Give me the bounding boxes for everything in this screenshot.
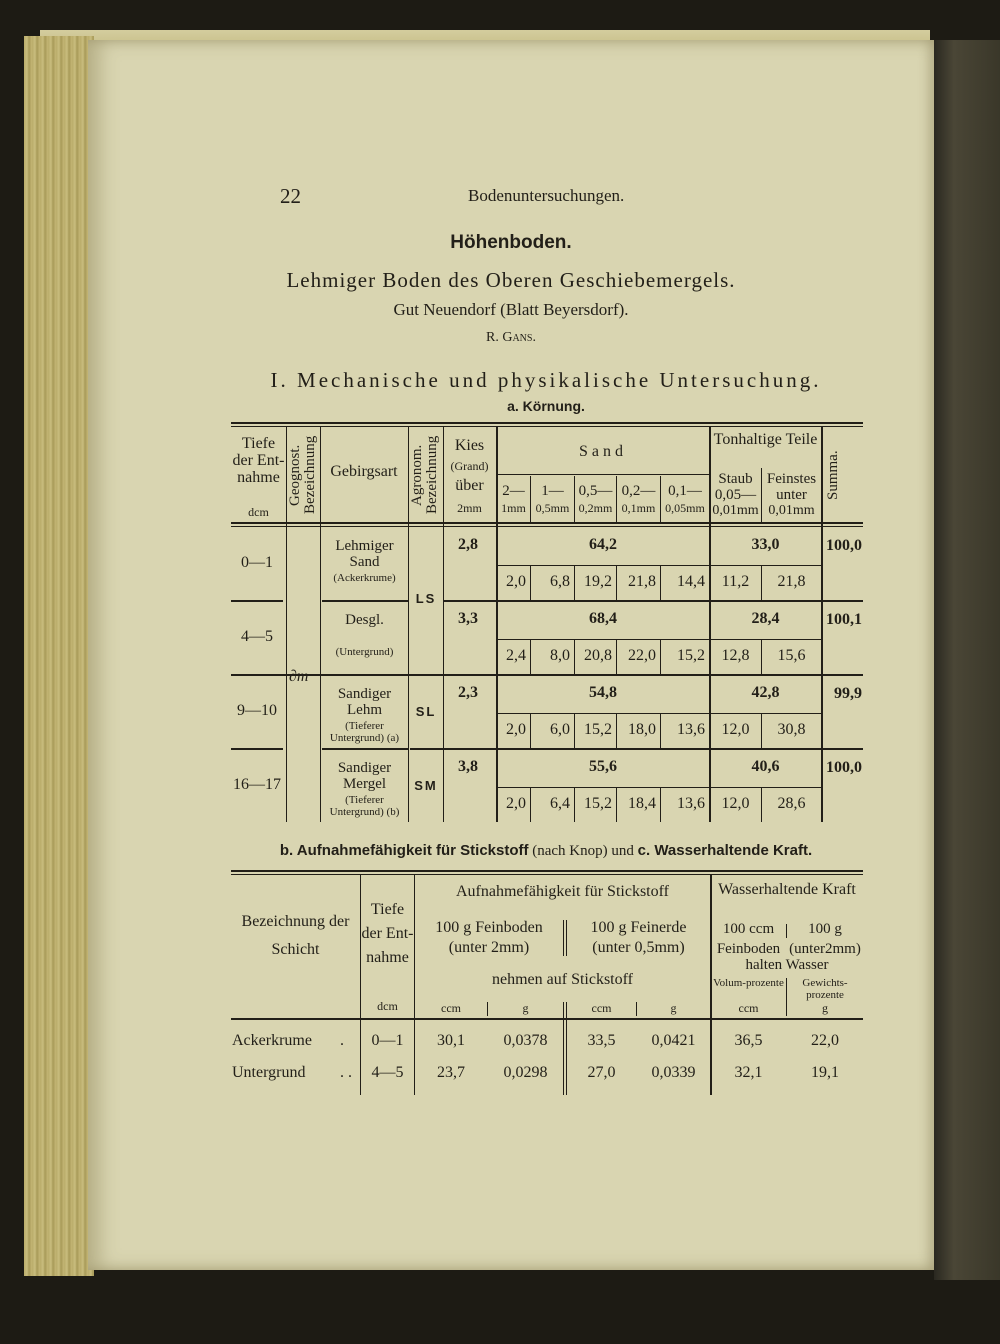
- cell-gebirgsart-sub: (Ackerkrume): [333, 572, 396, 584]
- header-summa: Summa.: [825, 450, 841, 500]
- cell-sand: 15,2: [584, 721, 612, 738]
- cell-sand: 14,4: [677, 573, 705, 590]
- cell-divider: [761, 788, 762, 822]
- heading: Höhenboden.: [450, 232, 572, 253]
- cell-feinstes: 30,8: [777, 721, 806, 738]
- header-w1b: Feinboden: [716, 941, 781, 957]
- row-value: 32,1: [734, 1064, 763, 1081]
- cell-divider: [530, 640, 531, 674]
- sand-col-header: 2—: [502, 483, 525, 499]
- cell-gebirgsart: Sandiger Mergel: [337, 760, 392, 792]
- header-tiefe-b-unit: dcm: [377, 999, 398, 1013]
- cell-sand: 6,4: [550, 795, 570, 812]
- header-feinerde: 100 g Feinerde: [590, 919, 687, 936]
- cell-feinstes: 15,6: [777, 647, 806, 664]
- cell-divider: [574, 640, 575, 674]
- page-stack-edge: [24, 36, 94, 1276]
- cell-sand: 2,0: [506, 721, 526, 738]
- cell-agronom: LS: [415, 591, 437, 606]
- cell-agronom: SM: [414, 778, 438, 793]
- cell-feinstes: 21,8: [777, 573, 806, 590]
- header-geognost: Geognost. Bezeichnung: [287, 435, 318, 515]
- cell-sand: 13,6: [677, 795, 705, 812]
- cell-sand: 8,0: [550, 647, 570, 664]
- header-w2: 100 g: [808, 921, 842, 937]
- cell-tiefe: 9—10: [237, 702, 277, 719]
- subsection-bc: [158, 842, 934, 860]
- unit-label: g: [822, 1001, 828, 1015]
- unit-label: g: [670, 1001, 677, 1015]
- row-tiefe: 0—1: [371, 1032, 404, 1049]
- cell-gebirgsart: Sandiger Lehm: [337, 686, 392, 718]
- cell-divider: [574, 788, 575, 822]
- row-dots: .: [340, 1032, 344, 1049]
- cell-sand: 13,6: [677, 721, 705, 738]
- cell-sand-total: 64,2: [589, 536, 617, 553]
- cell-kies: 3,8: [458, 758, 478, 775]
- cell-divider: [660, 788, 661, 822]
- cell-staub: 11,2: [721, 573, 750, 590]
- subsection-b-note: (nach Knop) und: [532, 843, 634, 859]
- header-bezeichnung: Bezeichnung der Schicht: [241, 913, 350, 958]
- subsection-c-label: c. Wasserhaltende Kraft.: [637, 842, 813, 859]
- header-tiefe-b: Tiefe der Ent-nahme: [361, 901, 414, 966]
- cell-sand: 21,8: [628, 573, 656, 590]
- header-staub-unit: 0,01mm: [712, 503, 759, 518]
- cell-gebirgsart-sub: (Untergrund): [335, 646, 394, 658]
- cell-divider: [616, 714, 617, 748]
- header-tiefe-unit: dcm: [248, 505, 269, 519]
- sand-col-header: 0,1—: [668, 483, 702, 499]
- cell-agronom: SL: [415, 704, 437, 719]
- row-tiefe: 4—5: [371, 1064, 404, 1081]
- cell-summa: 100,0: [826, 759, 862, 776]
- header-feinboden: 100 g Feinboden: [435, 919, 543, 936]
- cell-sand: 6,8: [550, 573, 570, 590]
- cell-divider: [660, 566, 661, 600]
- cell-sand-total: 54,8: [589, 684, 617, 701]
- header-feinstes: Feinstes: [766, 471, 817, 487]
- header-staub-range: 0,05—: [714, 487, 757, 503]
- cell-ton-total: 28,4: [751, 610, 780, 627]
- cell-divider: [616, 788, 617, 822]
- header-nehmen: nehmen auf Stickstoff: [491, 971, 633, 988]
- cell-divider: [616, 640, 617, 674]
- cell-divider: [761, 714, 762, 748]
- header-feinstes-unter: unter: [776, 487, 807, 503]
- cell-kies: 2,3: [458, 684, 478, 701]
- cell-divider: [574, 714, 575, 748]
- cell-divider: [761, 566, 762, 600]
- header-feinstes-unit: 0,01mm: [768, 503, 815, 518]
- sand-col-unit: 0,5mm: [535, 501, 570, 515]
- sand-col-unit: 0,1mm: [621, 501, 656, 515]
- cell-sand-total: 55,6: [589, 758, 617, 775]
- cell-sand: 20,8: [584, 647, 612, 664]
- sand-col-unit: 0,05mm: [665, 501, 705, 515]
- header-kies-unit: 2mm: [457, 501, 482, 515]
- unit-label: ccm: [738, 1001, 759, 1015]
- header-halten: halten Wasser: [745, 957, 829, 973]
- header-agronom: Agronom. Bezeichnung: [409, 435, 440, 515]
- header-gebirgsart: Gebirgsart: [330, 463, 398, 480]
- row-value: 33,5: [587, 1032, 616, 1049]
- cell-gebirgsart-sub: (Tieferer Untergrund) (b): [329, 794, 400, 818]
- cell-staub: 12,0: [721, 721, 750, 738]
- cell-sand: 2,0: [506, 795, 526, 812]
- section-title: I. Mechanische und physikalische Untersuchung.: [270, 368, 822, 392]
- subtitle-1: Lehmiger Boden des Oberen Geschiebemergels.: [286, 268, 736, 292]
- cell-divider: [660, 714, 661, 748]
- header-tonhaltige: Tonhaltige Teile: [713, 431, 818, 448]
- book-page: [88, 40, 934, 1270]
- sand-col-header: 0,2—: [621, 483, 656, 499]
- row-name: Untergrund: [232, 1064, 306, 1081]
- sand-col-unit: 0,2mm: [578, 501, 613, 515]
- header-aufnahme: Aufnahmefähigkeit für Stickstoff: [456, 883, 669, 900]
- unit-label: g: [522, 1001, 529, 1015]
- running-head: Bodenuntersuchungen.: [468, 186, 625, 205]
- header-feinerde-sub: (unter 0,5mm): [592, 939, 685, 956]
- geognost-value: ∂m: [289, 668, 309, 685]
- cell-sand: 18,4: [628, 795, 656, 812]
- row-value: 22,0: [811, 1032, 839, 1049]
- cell-divider: [530, 788, 531, 822]
- row-value: 0,0339: [651, 1064, 696, 1081]
- cell-gebirgsart: Desgl.: [345, 612, 384, 628]
- header-kies-sub: (Grand): [450, 459, 489, 473]
- row-value: 36,5: [734, 1032, 763, 1049]
- subsection-b-label: b. Aufnahmefähigkeit für Stickstoff: [279, 842, 529, 859]
- header-staub: Staub: [718, 471, 753, 487]
- cell-summa: 99,9: [834, 685, 862, 702]
- header-w1: 100 ccm: [722, 921, 775, 937]
- cell-tiefe: 4—5: [241, 628, 273, 645]
- header-wasser: Wasserhaltende Kraft: [718, 881, 856, 898]
- author: R. Gans.: [486, 330, 536, 345]
- cell-ton-total: 33,0: [751, 536, 780, 553]
- row-value: 0,0378: [503, 1032, 548, 1049]
- unit-label: ccm: [591, 1001, 612, 1015]
- cell-summa: 100,0: [826, 537, 862, 554]
- row-value: 19,1: [811, 1064, 839, 1081]
- header-gewicht: Gewichts-prozente: [802, 977, 848, 1001]
- subsection-a: a. Körnung.: [507, 398, 585, 414]
- cell-gebirgsart: Lehmiger Sand: [335, 538, 394, 570]
- row-value: 23,7: [437, 1064, 465, 1081]
- cell-sand-total: 68,4: [589, 610, 617, 627]
- cell-sand: 6,0: [550, 721, 570, 738]
- header-kies: Kies: [454, 437, 485, 454]
- cell-sand: 19,2: [584, 573, 612, 590]
- row-dots: . .: [340, 1064, 352, 1081]
- cell-divider: [761, 640, 762, 674]
- cell-tiefe: 16—17: [233, 776, 281, 793]
- cell-feinstes: 28,6: [777, 795, 806, 812]
- cell-sand: 15,2: [677, 647, 705, 664]
- cell-staub: 12,8: [721, 647, 750, 664]
- header-volum: Volum-prozente: [713, 977, 784, 989]
- cell-divider: [530, 566, 531, 600]
- cell-divider: [530, 714, 531, 748]
- cell-kies: 2,8: [458, 536, 478, 553]
- row-value: 27,0: [587, 1064, 616, 1081]
- cell-divider: [660, 640, 661, 674]
- cell-sand: 18,0: [628, 721, 656, 738]
- cell-summa: 100,1: [826, 611, 862, 628]
- cell-sand: 2,4: [506, 647, 526, 664]
- sand-col-unit: 1mm: [501, 501, 526, 515]
- cell-kies: 3,3: [458, 610, 478, 627]
- cell-sand: 2,0: [506, 573, 526, 590]
- sand-col-header: 1—: [541, 483, 564, 499]
- cell-tiefe: 0—1: [241, 554, 273, 571]
- cell-divider: [574, 566, 575, 600]
- row-value: 0,0298: [503, 1064, 548, 1081]
- facing-page-edge: [934, 40, 1000, 1280]
- cell-staub: 12,0: [721, 795, 750, 812]
- cell-ton-total: 40,6: [751, 758, 780, 775]
- page-number: 22: [280, 184, 301, 208]
- cell-divider: [616, 566, 617, 600]
- row-value: 30,1: [437, 1032, 465, 1049]
- header-kies-ueber: über: [455, 477, 484, 494]
- cell-sand: 22,0: [628, 647, 656, 664]
- sand-col-header: 0,5—: [578, 483, 613, 499]
- header-feinboden-sub: (unter 2mm): [448, 939, 530, 956]
- header-w2b: (unter2mm): [789, 941, 861, 957]
- subtitle-2: Gut Neuendorf (Blatt Beyersdorf).: [393, 300, 629, 319]
- cell-sand: 15,2: [584, 795, 612, 812]
- row-value: 0,0421: [651, 1032, 696, 1049]
- header-sand: Sand: [579, 443, 627, 460]
- cell-ton-total: 42,8: [751, 684, 780, 701]
- header-tiefe: Tiefe der Ent-nahme: [232, 435, 285, 486]
- unit-label: ccm: [441, 1001, 461, 1015]
- cell-gebirgsart-sub: (Tieferer Untergrund) (a): [329, 720, 400, 744]
- row-name: Ackerkrume: [232, 1032, 312, 1049]
